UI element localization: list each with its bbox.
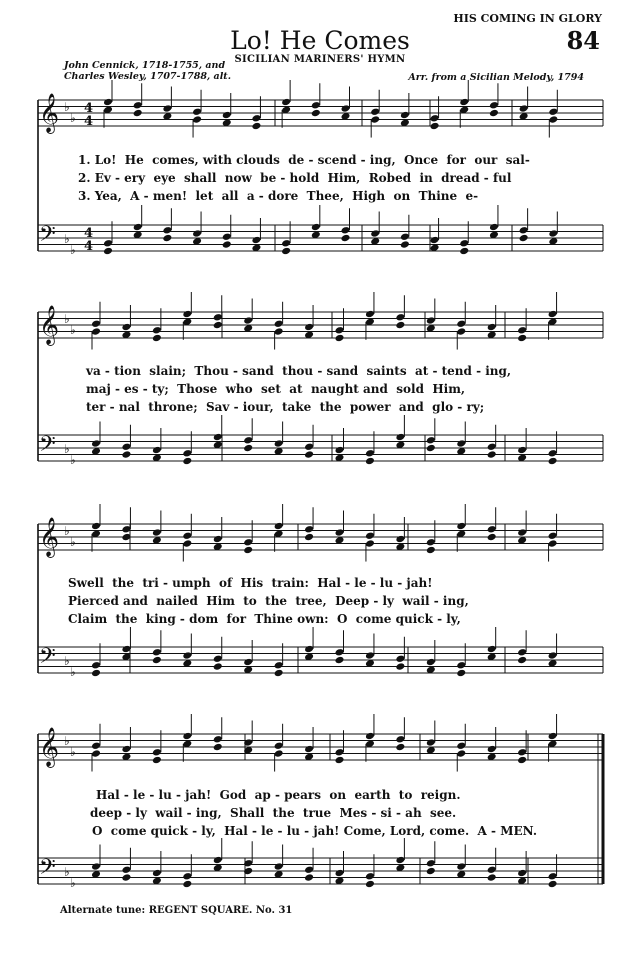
note-head [548, 651, 558, 660]
note-head [222, 232, 232, 241]
flat-icon: ♭ [70, 535, 76, 549]
note-head [192, 229, 202, 238]
note-head [517, 756, 527, 765]
note-head [395, 321, 405, 330]
note-head [162, 234, 172, 243]
note-head [121, 450, 131, 459]
verse-1-line: Swell the tri - umph of His train: Hal - le - lu - jah! [68, 576, 433, 590]
note-head [430, 114, 440, 123]
flat-icon: ♭ [64, 524, 70, 538]
note-head [91, 319, 101, 328]
note-head [548, 732, 558, 741]
note-head [304, 865, 314, 874]
alternate-tune-note: Alternate tune: REGENT SQUARE. No. 31 [60, 905, 293, 916]
note-head [222, 111, 232, 120]
verse-2-line: Pierced and nailed Him to the tree, Deep - ly wail - ing, [68, 594, 469, 608]
note-head [365, 457, 375, 466]
note-head [304, 533, 314, 542]
topic-heading: HIS COMING IN GLORY [453, 12, 602, 25]
note-head [456, 439, 466, 448]
note-head [426, 867, 436, 876]
bass-clef-icon: 𝄢 [39, 222, 56, 252]
note-head [121, 442, 131, 451]
note-head [370, 115, 380, 124]
note-head [548, 880, 558, 889]
note-head [182, 651, 192, 660]
note-head [103, 247, 113, 256]
note-head [487, 525, 497, 534]
note-head [274, 522, 284, 531]
note-head [152, 756, 162, 765]
note-head [335, 748, 345, 757]
note-head [456, 669, 466, 678]
note-head [311, 101, 321, 110]
note-head [182, 310, 192, 319]
note-head [152, 648, 162, 657]
flat-icon: ♭ [64, 232, 70, 246]
note-head [519, 226, 529, 235]
note-head [274, 661, 284, 670]
note-head [335, 326, 345, 335]
note-head [395, 654, 405, 663]
verse-2-line: 2. Ev - ery eye shall now be - hold Him, Robed in dread - ful [78, 171, 512, 185]
note-head [152, 528, 162, 537]
flat-icon: ♭ [70, 111, 76, 125]
note-head [162, 104, 172, 113]
verse-3-line: ter - nal throne; Sav - iour, take the power and glo - ry; [86, 400, 485, 414]
note-head [335, 334, 345, 343]
note-head [426, 436, 436, 445]
note-head [182, 872, 192, 881]
bass-clef-icon: 𝄢 [39, 644, 56, 674]
note-head [426, 316, 436, 325]
verse-3-line: 3. Yea, A - men! let all a - dore Thee, High on Thine e- [78, 189, 479, 203]
note-head [222, 240, 232, 249]
note-head [400, 240, 410, 249]
note-head [91, 862, 101, 871]
note-head [456, 741, 466, 750]
note-head [459, 98, 469, 107]
system-3-lyrics [0, 576, 640, 646]
note-head [304, 645, 314, 654]
note-head [192, 115, 202, 124]
note-head [487, 442, 497, 451]
note-head [395, 735, 405, 744]
note-head [519, 104, 529, 113]
note-head [213, 321, 223, 330]
note-head [182, 539, 192, 548]
note-head [243, 444, 253, 453]
note-head [548, 457, 558, 466]
author-line-2: Charles Wesley, 1707-1788, alt. [64, 71, 232, 82]
note-head [274, 439, 284, 448]
note-head [365, 310, 375, 319]
note-head [548, 531, 558, 540]
note-head [489, 101, 499, 110]
flat-icon: ♭ [70, 665, 76, 679]
flat-icon: ♭ [70, 243, 76, 257]
note-head [304, 450, 314, 459]
flat-icon: ♭ [64, 100, 70, 114]
note-head [121, 745, 131, 754]
note-head [162, 226, 172, 235]
note-head [426, 546, 436, 555]
note-head [91, 661, 101, 670]
note-head [103, 239, 113, 248]
note-head [304, 323, 314, 332]
note-head [281, 247, 291, 256]
note-head [213, 535, 223, 544]
note-head [365, 651, 375, 660]
note-head [152, 869, 162, 878]
hymn-title: Lo! He Comes [230, 26, 410, 55]
note-head [548, 872, 558, 881]
note-head [243, 546, 253, 555]
note-head [489, 109, 499, 118]
flat-icon: ♭ [70, 323, 76, 337]
flat-icon: ♭ [64, 312, 70, 326]
note-head [91, 749, 101, 758]
note-head [517, 334, 527, 343]
note-head [103, 98, 113, 107]
note-head [192, 107, 202, 116]
note-head [213, 313, 223, 322]
note-head [311, 223, 321, 232]
note-head [395, 433, 405, 442]
note-head [341, 234, 351, 243]
note-head [519, 234, 529, 243]
note-head [395, 743, 405, 752]
note-head [133, 109, 143, 118]
note-head [213, 735, 223, 744]
note-head [335, 756, 345, 765]
note-head [152, 748, 162, 757]
treble-clef-icon: 𝄞 [39, 517, 60, 557]
note-head [304, 873, 314, 882]
note-head [182, 732, 192, 741]
note-head [517, 528, 527, 537]
note-head [91, 439, 101, 448]
note-head [133, 101, 143, 110]
note-head [489, 223, 499, 232]
note-head [487, 323, 497, 332]
note-head [182, 531, 192, 540]
note-head [274, 749, 284, 758]
note-head [311, 109, 321, 118]
bass-clef-icon: 𝄢 [39, 855, 56, 885]
note-head [304, 442, 314, 451]
note-head [251, 236, 261, 245]
note-head [548, 310, 558, 319]
hymn-number: 84 [566, 26, 600, 55]
note-head [341, 226, 351, 235]
note-head [456, 749, 466, 758]
note-head [152, 326, 162, 335]
flat-icon: ♭ [64, 654, 70, 668]
author-line-1: John Cennick, 1718-1755, and [64, 60, 226, 71]
note-head [517, 656, 527, 665]
note-head [281, 239, 291, 248]
note-head [121, 873, 131, 882]
note-head [213, 433, 223, 442]
note-head [426, 444, 436, 453]
note-head [487, 450, 497, 459]
tune-name: SICILIAN MARINERS' HYMN [234, 54, 406, 65]
note-head [91, 327, 101, 336]
note-head [213, 662, 223, 671]
note-head [459, 239, 469, 248]
note-head [426, 859, 436, 868]
note-head [517, 748, 527, 757]
note-head [335, 656, 345, 665]
note-head [487, 873, 497, 882]
note-head [274, 862, 284, 871]
note-head [213, 743, 223, 752]
flat-icon: ♭ [70, 876, 76, 890]
note-head [121, 323, 131, 332]
note-head [365, 872, 375, 881]
note-head [548, 229, 558, 238]
note-head [365, 880, 375, 889]
verse-3-line: Claim the king - dom for Thine own: O come quick - ly, [68, 612, 461, 626]
note-head [251, 122, 261, 131]
note-head [456, 319, 466, 328]
note-head [548, 449, 558, 458]
bass-clef-icon: 𝄢 [39, 432, 56, 462]
note-head [182, 880, 192, 889]
note-head [152, 446, 162, 455]
verse-1-line: va - tion slain; Thou - sand thou - sand saints at - tend - ing, [86, 364, 512, 378]
arranger-credit: Arr. from a Sicilian Melody, 1794 [408, 72, 584, 83]
note-head [251, 114, 261, 123]
note-head [335, 528, 345, 537]
note-head [365, 531, 375, 540]
note-head [548, 107, 558, 116]
flat-icon: ♭ [70, 453, 76, 467]
note-head [430, 236, 440, 245]
flat-icon: ♭ [70, 745, 76, 759]
flat-icon: ♭ [64, 734, 70, 748]
treble-clef-icon: 𝄞 [39, 727, 60, 767]
note-head [365, 732, 375, 741]
note-head [341, 104, 351, 113]
note-head [395, 535, 405, 544]
time-signature: 4 [84, 239, 94, 254]
note-head [459, 247, 469, 256]
time-signature: 4 [84, 114, 94, 129]
system-4-lyrics [0, 788, 640, 858]
time-signature: 4 [84, 101, 94, 116]
note-head [487, 645, 497, 654]
note-head [243, 316, 253, 325]
note-head [517, 869, 527, 878]
note-head [213, 654, 223, 663]
time-signature: 4 [84, 226, 94, 241]
note-head [335, 446, 345, 455]
note-head [304, 525, 314, 534]
note-head [182, 449, 192, 458]
note-head [91, 522, 101, 531]
note-head [274, 319, 284, 328]
note-head [121, 865, 131, 874]
note-head [274, 669, 284, 678]
note-head [274, 741, 284, 750]
note-head [426, 658, 436, 667]
note-head [91, 741, 101, 750]
treble-clef-icon: 𝄞 [39, 305, 60, 345]
note-head [517, 446, 527, 455]
note-head [426, 538, 436, 547]
note-head [400, 232, 410, 241]
flat-icon: ♭ [64, 442, 70, 456]
note-head [152, 334, 162, 343]
note-head [243, 436, 253, 445]
note-head [456, 862, 466, 871]
note-head [304, 745, 314, 754]
system-1-lyrics [0, 153, 640, 223]
note-head [365, 539, 375, 548]
note-head [335, 648, 345, 657]
note-head [91, 669, 101, 678]
note-head [456, 327, 466, 336]
note-head [152, 656, 162, 665]
note-head [182, 457, 192, 466]
note-head [548, 115, 558, 124]
verse-2-line: maj - es - ty; Those who set at naught and sold Him, [86, 382, 466, 396]
note-head [517, 326, 527, 335]
note-head [487, 533, 497, 542]
note-head [243, 658, 253, 667]
note-head [395, 662, 405, 671]
treble-clef-icon: 𝄞 [39, 93, 60, 133]
note-head [370, 229, 380, 238]
system-2-lyrics [0, 364, 640, 434]
note-head [370, 107, 380, 116]
note-head [517, 648, 527, 657]
note-head [456, 661, 466, 670]
verse-3-line: O come quick - ly, Hal - le - lu - jah! Come, Lord, come. A - MEN. [92, 824, 538, 838]
note-head [133, 223, 143, 232]
verse-1-line: Hal - le - lu - jah! God ap - pears on earth to reign. [96, 788, 461, 802]
note-head [274, 327, 284, 336]
verse-2-line: deep - ly wail - ing, Shall the true Mes - si - ah see. [90, 806, 457, 820]
note-head [548, 539, 558, 548]
note-head [456, 522, 466, 531]
flat-icon: ♭ [64, 865, 70, 879]
note-head [426, 738, 436, 747]
note-head [400, 111, 410, 120]
note-head [487, 745, 497, 754]
note-head [243, 538, 253, 547]
note-head [281, 98, 291, 107]
note-head [487, 865, 497, 874]
note-head [335, 869, 345, 878]
verse-1-line: 1. Lo! He comes, with clouds de - scend - ing, Once for our sal- [78, 153, 530, 167]
note-head [430, 122, 440, 131]
note-head [395, 313, 405, 322]
note-head [365, 449, 375, 458]
